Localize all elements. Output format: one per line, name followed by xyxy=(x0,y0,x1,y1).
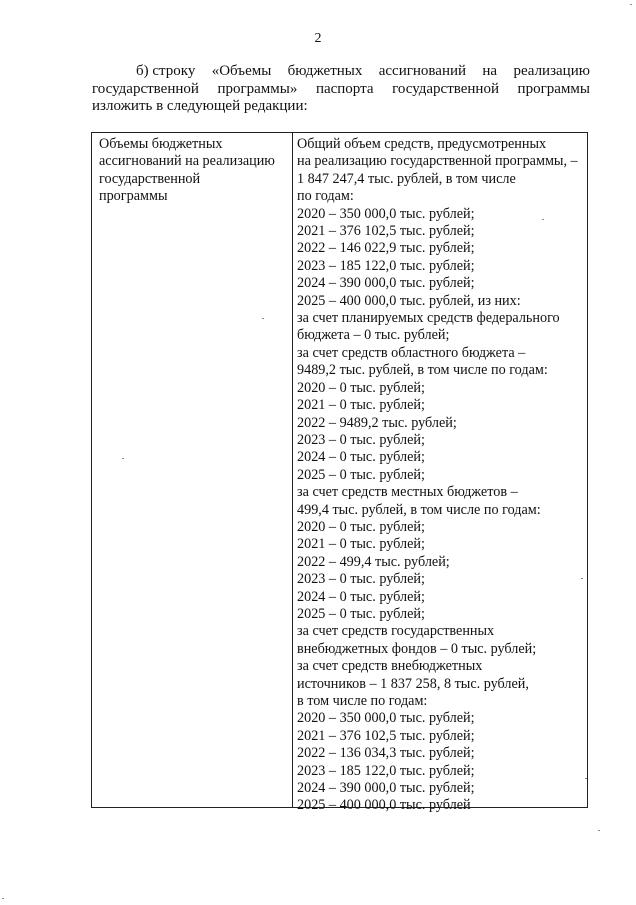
intro-word: ассигнований xyxy=(378,63,467,79)
intro-word: «Объемы xyxy=(211,63,272,79)
value-line: 2024 – 390 000,0 тыс. рублей; xyxy=(297,780,475,797)
value-line: 2022 – 146 022,9 тыс. рублей; xyxy=(297,240,475,257)
scan-speck xyxy=(122,458,124,459)
scan-speck xyxy=(2,898,4,899)
value-line: 2022 – 136 034,3 тыс. рублей; xyxy=(297,745,475,762)
value-line: по годам: xyxy=(297,188,354,205)
scan-speck xyxy=(630,4,632,5)
column-divider xyxy=(292,133,293,807)
value-line: внебюджетных фондов – 0 тыс. рублей; xyxy=(297,640,537,657)
label-line: программы xyxy=(99,188,168,205)
intro-line-1 xyxy=(92,63,590,81)
value-line: 2021 – 376 102,5 тыс. рублей; xyxy=(297,727,475,744)
value-line: 2024 – 390 000,0 тыс. рублей; xyxy=(297,275,475,292)
value-line: 499,4 тыс. рублей, в том числе по годам: xyxy=(297,501,541,518)
table-cell-value xyxy=(297,136,587,815)
scan-speck xyxy=(262,318,264,319)
intro-word: государственной xyxy=(92,80,199,97)
label-line: ассигнований на реализацию xyxy=(99,153,275,170)
value-line: 2024 – 0 тыс. рублей; xyxy=(297,588,425,605)
value-line: 2020 – 350 000,0 тыс. рублей; xyxy=(297,205,475,222)
intro-word: на xyxy=(482,63,498,79)
value-line: 2021 – 0 тыс. рублей; xyxy=(297,397,425,414)
value-line: 2025 – 0 тыс. рублей; xyxy=(297,466,425,483)
value-line: 2025 – 400 000,0 тыс. рублей, из них: xyxy=(297,292,521,309)
intro-line-2 xyxy=(92,81,590,99)
label-line: Объемы бюджетных xyxy=(99,136,223,152)
value-line: на реализацию государственной программы, – xyxy=(297,153,578,170)
value-line: за счет планируемых средств федерального xyxy=(297,310,560,327)
scan-speck xyxy=(581,578,583,579)
value-line: 9489,2 тыс. рублей, в том числе по годам: xyxy=(297,362,548,379)
value-line: 2022 – 499,4 тыс. рублей; xyxy=(297,553,450,570)
value-line: 2020 – 0 тыс. рублей; xyxy=(297,379,425,396)
intro-word: программы xyxy=(517,80,590,97)
value-line: 2021 – 0 тыс. рублей; xyxy=(297,536,425,553)
value-line: за счет средств внебюджетных xyxy=(297,658,483,675)
intro-word: реализацию xyxy=(513,63,590,79)
value-line: 2022 – 9489,2 тыс. рублей; xyxy=(297,414,457,431)
value-line: 2020 – 350 000,0 тыс. рублей; xyxy=(297,710,475,727)
table-cell-label xyxy=(99,136,289,206)
value-line: 2023 – 185 122,0 тыс. рублей; xyxy=(297,257,475,274)
page-number: 2 xyxy=(314,31,322,46)
budget-table xyxy=(91,132,588,814)
value-line: 2025 – 400 000,0 тыс. рублей xyxy=(297,797,471,814)
value-line: 2024 – 0 тыс. рублей; xyxy=(297,449,425,466)
intro-word: государственной xyxy=(392,80,499,97)
value-line: 2023 – 0 тыс. рублей; xyxy=(297,431,425,448)
intro-paragraph xyxy=(92,63,590,116)
value-line: 2025 – 0 тыс. рублей; xyxy=(297,605,425,622)
intro-word: бюджетных xyxy=(287,63,363,79)
value-line: Общий объем средств, предусмотренных xyxy=(297,136,547,152)
intro-word: программы» xyxy=(217,80,298,97)
value-line: бюджета – 0 тыс. рублей; xyxy=(297,327,450,344)
intro-line-3: изложить в следующей редакции: xyxy=(92,98,308,114)
value-line: 2023 – 185 122,0 тыс. рублей; xyxy=(297,762,475,779)
value-line: за счет средств областного бюджета – xyxy=(297,344,526,361)
value-line: за счет средств местных бюджетов – xyxy=(297,484,518,501)
value-line: в том числе по годам: xyxy=(297,693,428,709)
intro-word: б) строку xyxy=(136,63,196,79)
scan-speck xyxy=(585,778,587,779)
scan-speck xyxy=(542,219,544,220)
value-line: источников – 1 837 258, 8 тыс. рублей, xyxy=(297,675,529,692)
value-line: 2021 – 376 102,5 тыс. рублей; xyxy=(297,223,475,240)
value-line: 2023 – 0 тыс. рублей; xyxy=(297,571,425,588)
scan-speck xyxy=(598,830,600,831)
label-line: государственной xyxy=(99,170,201,187)
value-line: за счет средств государственных xyxy=(297,623,495,640)
value-line: 1 847 247,4 тыс. рублей, в том числе xyxy=(297,170,516,187)
intro-word: паспорта xyxy=(315,80,374,97)
value-line: 2020 – 0 тыс. рублей; xyxy=(297,518,425,535)
